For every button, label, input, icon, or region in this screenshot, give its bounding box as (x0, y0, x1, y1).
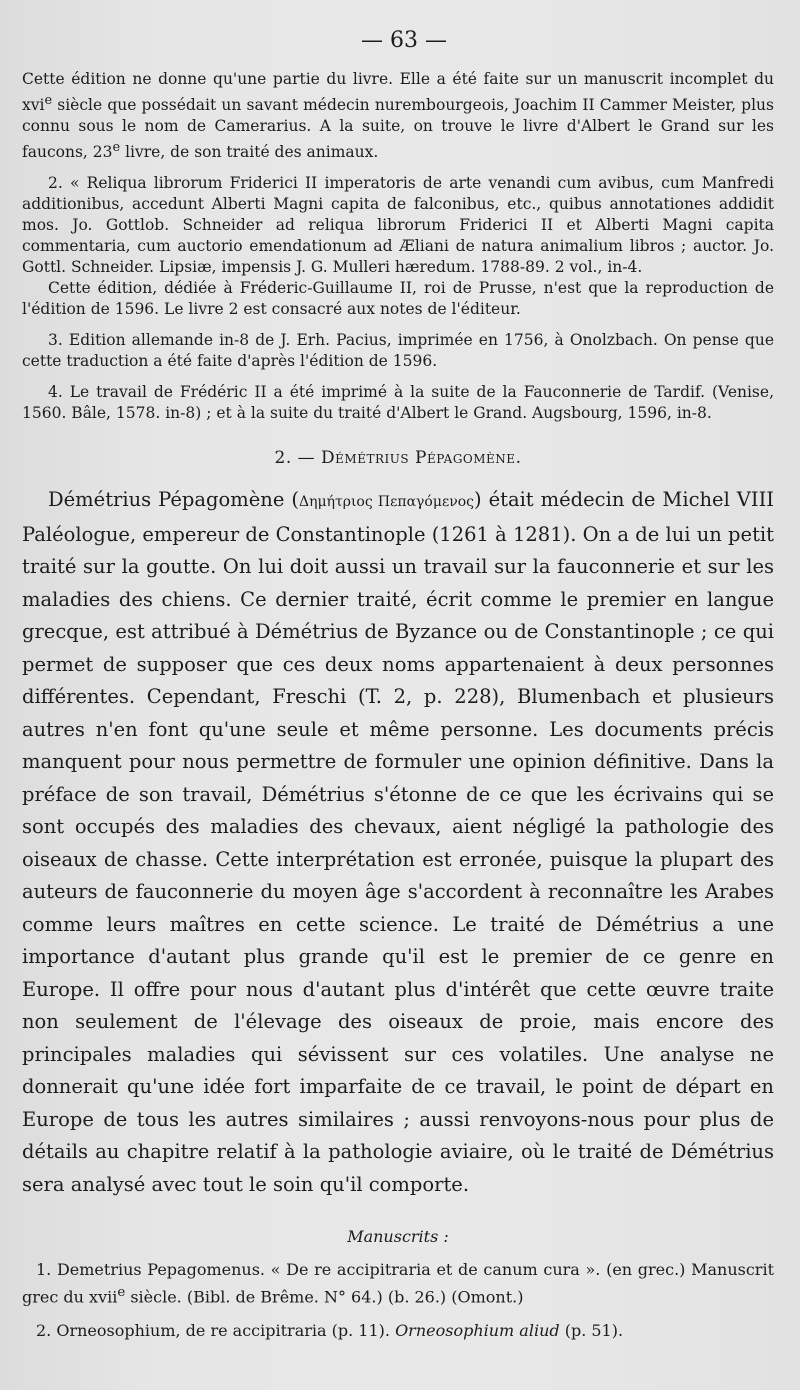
footnote-4-text: 4. Le travail de Frédéric II a été imprimé à la suite de la Fauconnerie de Tardif. (Venise, 1560. Bâle, 1578. in-8) ; et à la suite du traité d'Albert le Grand. Augsbourg, 1596, in-8. (22, 383, 774, 423)
footnote-intro-text: Cette édition ne donne qu'une partie du livre. Elle a été faite sur un manuscrit incomplet du xvi (22, 70, 774, 115)
manuscript-item-1-text: 1. Demetrius Pepagomenus. « De re accipitraria et de canum cura ». (en grec.) Manuscrit grec du xvii (22, 1260, 774, 1307)
section-title: Démétrius Pépagomène. (321, 448, 522, 469)
body-paragraph (22, 484, 774, 1201)
manuscript-item-2-text-2: (p. 51). (559, 1320, 624, 1340)
superscript: e (112, 140, 121, 156)
manuscript-item-2-text: 2. Orneosophium, de re accipitraria (p. 11). (36, 1320, 396, 1340)
footnote-2-continuation: Cette édition, dédiée à Fréderic-Guillaume II, roi de Prusse, n'est que la reproduction de l'édition de 1596. Le livre 2 est consacré aux notes de l'éditeur. (22, 279, 774, 319)
superscript: e (117, 1285, 126, 1301)
section-heading (22, 448, 774, 468)
greek-name: Δημήτριος Πεπαγόμενος (298, 494, 474, 511)
manuscripts-heading: Manuscrits : (347, 1227, 449, 1247)
manuscript-item-1-text-2: siècle. (Bibl. de Brême. N° 64.) (b. 26.) (Omont.) (125, 1287, 524, 1307)
footnote-4 (22, 382, 774, 424)
superscript: e (44, 93, 53, 108)
body-text-part-1: Démétrius Pépagomène ( (48, 488, 299, 512)
manuscript-item-1 (22, 1258, 774, 1308)
footnote-intro-text-3: livre, de son traité des animaux. (120, 143, 379, 162)
footnote-3 (22, 330, 774, 372)
footnote-3-text: 3. Edition allemande in-8 de J. Erh. Pacius, imprimée en 1756, à Onolzbach. On pense que cette traduction a été faite d'après l'édition de 1596. (22, 331, 774, 371)
body-text-part-2: ) était médecin de Michel VIII Paléologue, empereur de Constantinople (1261 à 1281). On a de lui un petit traité sur la goutte. On lui doit aussi un travail sur la fauconnerie et sur les maladies des chiens. Ce dernier traité, écrit comme le premier en langue grecque, est attribué à Démétrius de Byzance ou de Constantinople ; ce qui permet de supposer que ces deux noms appartenaient à deux personnes différentes. Cependant, Freschi (T. 2, p. 228), Blumenbach et plusieurs autres n'en font qu'une seule et même personne. Les documents précis manquent pour nous permettre de formuler une opinion définitive. Dans la préface de son travail, Démétrius s'étonne de ce que les écrivains qui se sont occupés des maladies des chevaux, aient négligé la pathologie des oiseaux de chasse. Cette interprétation est erronée, puisque la plupart des auteurs de fauconnerie du moyen âge s'accordent à reconnaître les Arabes comme leurs maîtres en cette science. Le traité de Démétrius a une importance d'autant plus grande qu'il est le premier de ce genre en Europe. Il offre pour nous d'autant plus d'intérêt que cette œuvre traite non seulement de l'élevage des oiseaux de proie, mais encore des principales maladies qui sévissent sur ces volatiles. Une analyse ne donnerait qu'une idée fort imparfaite de ce travail, le point de départ en Europe de tous les autres similaires ; aussi renvoyons-nous pour plus de détails au chapitre relatif à la pathologie aviaire, où le traité de Démétrius sera analysé avec tout le soin qu'il comporte. (22, 488, 774, 1196)
footnote-intro (22, 69, 774, 163)
page-number: — 63 — (361, 28, 447, 53)
footnote-2 (22, 173, 774, 320)
manuscript-item-2 (22, 1319, 774, 1342)
section-number: 2. — (274, 448, 322, 469)
footnote-intro-text-2: siècle que possédait un savant médecin nurembourgeois, Joachim II Cammer Meister, plus connu sous le nom de Camerarius. A la suite, on trouve le livre d'Albert le Grand sur les faucons, 23 (22, 96, 774, 162)
manuscript-item-2-italic: Orneosophium aliud (395, 1320, 560, 1340)
footnote-2-text: 2. « Reliqua librorum Friderici II imperatoris de arte venandi cum avibus, cum Manfredi additionibus, accedunt Alberti Magni capita de falconibus, etc., quibus annotationes addidit mos. Jo. Gottlob. Schneider ad reliqua librorum Friderici II et Alberti Magni capita commentaria, cum auctorio emendationum ad Æliani de natura animalium libros ; auctor. Jo. Gottl. Schneider. Lipsiæ, impensis J. G. Mulleri hæredum. 1788-89. 2 vol., in-4. (22, 174, 774, 277)
